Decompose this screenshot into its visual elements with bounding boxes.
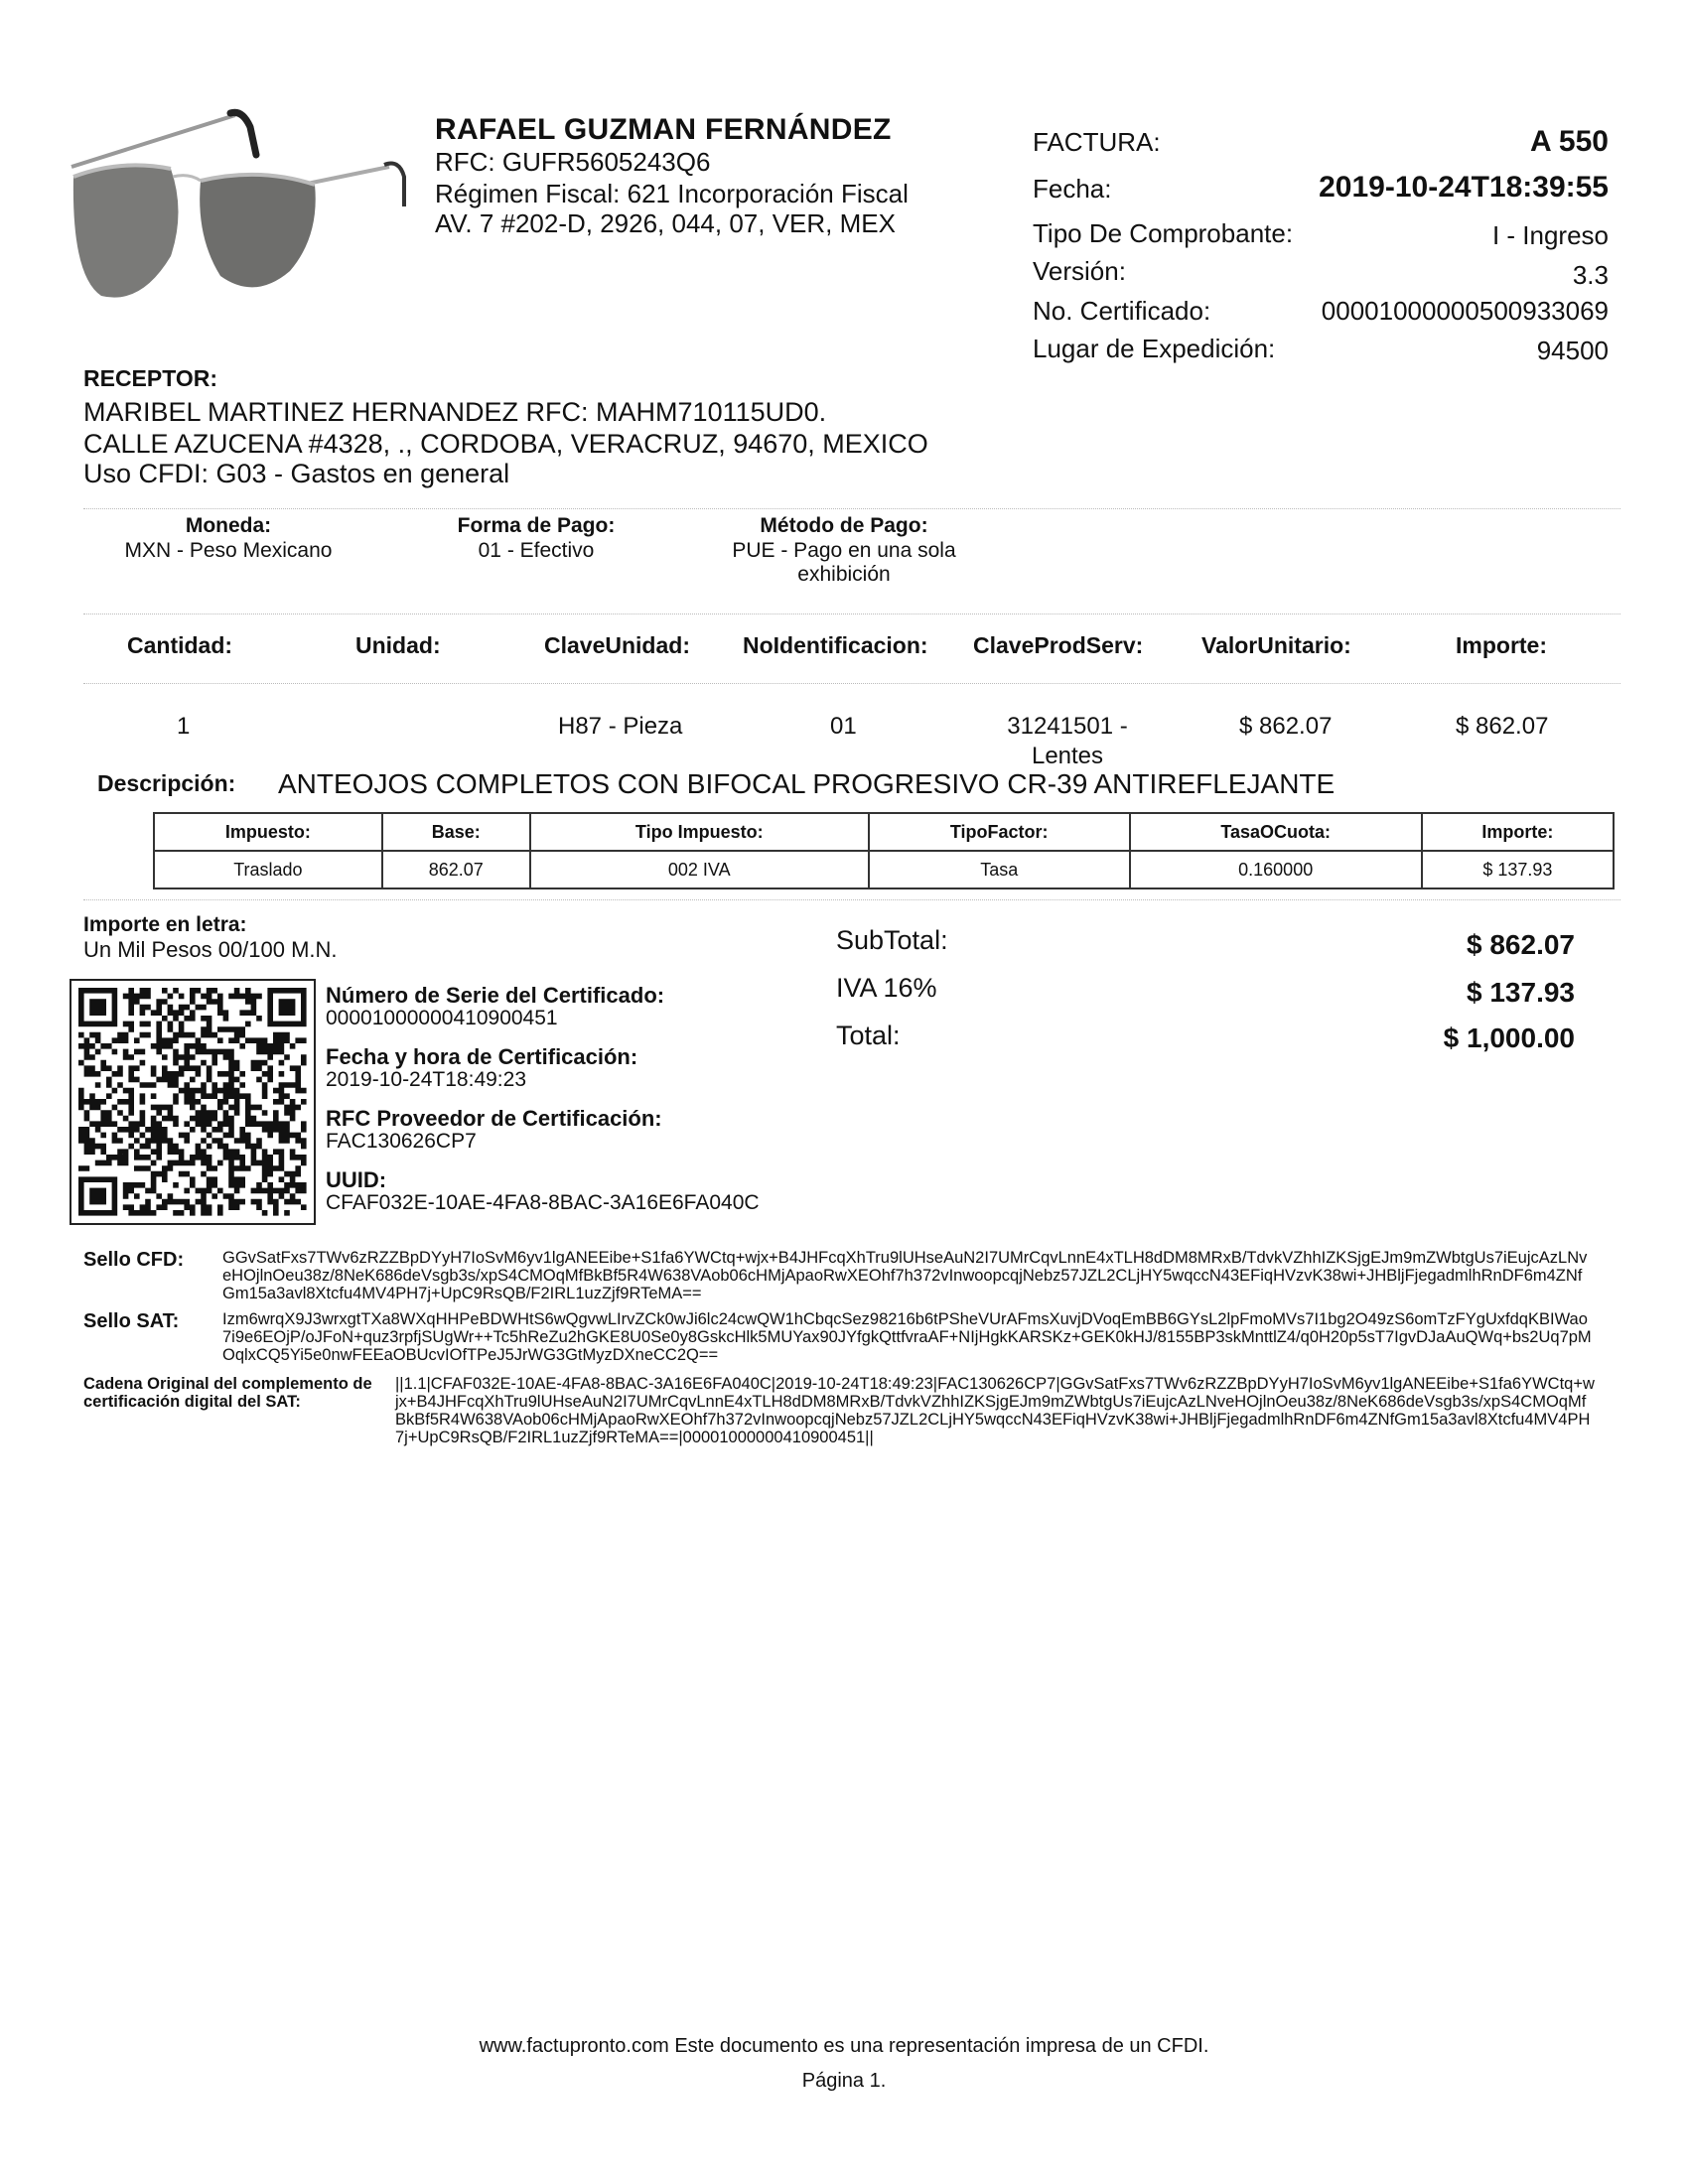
sello-sat-valor: Izm6wrqX9J3wrxgtTXa8WXqHHPeBDWHtS6wQgvwLIrvZCk0wJi6lc24cwQW1hCbqcSez98216b6tPSheVUrAFmsXuvjDVoqEmBB6GYsL2lpFmoMVs7I1bg2O49zS6omTzFYgUxfdqKBIWao7i9e6EOjP/oJFoN+quz3rpfjSUgWr++Tc5hReZu2hGKE8U0Se0y8GskcHlk5MUYax90JYfgkQttfvraAF+NIjHgkKARSKz+GEK0kHJ/8155BP3skMnttlZ4/q0H20p5sT7IgvDJaAuQWq+bs2Uq7pMOqlxCQ5Yi5e0nwFEEaOBUcvIOfTPeJ5JrWG3GtMyzDXneCC2Q== — [222, 1310, 1592, 1364]
emisor-direccion: AV. 7 #202-D, 2926, 044, 07, VER, MEX — [435, 208, 896, 238]
footer-text: www.factupronto.com Este documento es una representación impresa de un CFDI. — [479, 2035, 1209, 2057]
valor-unitario-valor: $ 862.07 — [1239, 713, 1333, 740]
descripcion-label: Descripción: — [97, 770, 236, 796]
receptor-direccion: CALLE AZUCENA #4328, ., CORDOBA, VERACRUZ, 94670, MEXICO — [83, 429, 928, 459]
lugar-expedicion-label: Lugar de Expedición: — [1033, 334, 1276, 363]
fecha-label: Fecha: — [1033, 174, 1112, 204]
tipo-impuesto-cell: 002 IVA — [530, 851, 869, 888]
cadena-original-valor: ||1.1|CFAF032E-10AE-4FA8-8BAC-3A16E6FA040C|2019-10-24T18:49:23|FAC130626CP7|GGvSatFxs7TWv6zRZZBpDYyH7IoSvM6yv1lgANEEibe+S1fa6YWCtq+wjx+B4JHFcqXhTru9lUHseAuN2I7UMrCqvLnnE4xTLH8dDM8MRxB/TdvkVZhhIZKSjgEJm9mZWbtgUs7iEujcAzLNveHOjlnOeu38z/8NeK686deVsgb3s/xpS4CMOqMfBkBf5R4W638VAob06cHMjApaoRwXEOhf7h372vInwoopcqjNebz57JZL2CLjHY5wqccN43EFiqHVzvK38wi+JHBljFjegadmlhRnDF6m4ZNfGm15a3avl8Xtcfu4MV4PH7j+UpC9RsQB/F2IRL1uzZjf9RTeMA==|00001000000410900451|| — [395, 1375, 1595, 1446]
impuesto-cell: Traslado — [154, 851, 382, 888]
impuestos-header-row — [154, 813, 1614, 851]
subtotal-label: SubTotal: — [836, 925, 948, 955]
sello-cfd-label: Sello CFD: — [83, 1249, 185, 1271]
importe-letra-valor: Un Mil Pesos 00/100 M.N. — [83, 937, 338, 962]
uuid-valor: CFAF032E-10AE-4FA8-8BAC-3A16E6FA040C — [326, 1191, 760, 1214]
impuestos-header: Base: — [382, 813, 530, 851]
col-cantidad: Cantidad: — [127, 632, 233, 658]
emisor-regimen: Régimen Fiscal: 621 Incorporación Fiscal — [435, 179, 909, 208]
fecha-valor: 2019-10-24T18:39:55 — [1319, 171, 1609, 204]
iva-label: IVA 16% — [836, 973, 937, 1003]
fecha-certificacion-valor: 2019-10-24T18:49:23 — [326, 1068, 526, 1091]
total-valor: $ 1,000.00 — [1443, 1023, 1575, 1053]
tipo-factor-cell: Tasa — [869, 851, 1130, 888]
metodo-pago-valor-1: PUE - Pago en una sola — [732, 539, 956, 562]
version-valor: 3.3 — [1572, 260, 1609, 290]
version-label: Versión: — [1033, 256, 1126, 286]
importe-valor: $ 862.07 — [1456, 713, 1549, 740]
moneda-label: Moneda: — [185, 514, 272, 537]
col-valor-unitario: ValorUnitario: — [1201, 632, 1351, 658]
col-clave-unidad: ClaveUnidad: — [544, 632, 690, 658]
impuestos-table — [153, 812, 1615, 889]
col-clave-prod-serv: ClaveProdServ: — [973, 632, 1144, 658]
divider — [83, 899, 1620, 900]
no-certificado-valor: 00001000000500933069 — [1321, 296, 1609, 326]
receptor-nombre: MARIBEL MARTINEZ HERNANDEZ RFC: MAHM710115UD0. — [83, 397, 827, 427]
fecha-certificacion-label: Fecha y hora de Certificación: — [326, 1044, 638, 1069]
cadena-original-label: Cadena Original del complemento de certificación digital del SAT: — [83, 1375, 372, 1411]
impuestos-header: TipoFactor: — [869, 813, 1130, 851]
tipo-comprobante-label: Tipo De Comprobante: — [1033, 218, 1294, 248]
divider — [83, 508, 1620, 509]
iva-valor: $ 137.93 — [1467, 977, 1575, 1008]
importe-impuesto-cell: $ 137.93 — [1422, 851, 1614, 888]
lugar-expedicion-valor: 94500 — [1536, 336, 1609, 365]
total-label: Total: — [836, 1021, 901, 1050]
clave-prod-serv-valor-2: Lentes — [1031, 743, 1104, 769]
qr-code — [70, 979, 316, 1225]
emisor-nombre: RAFAEL GUZMAN FERNÁNDEZ — [435, 113, 892, 146]
uuid-label: UUID: — [326, 1167, 387, 1192]
tasa-cuota-cell: 0.160000 — [1130, 851, 1422, 888]
moneda-valor: MXN - Peso Mexicano — [124, 539, 333, 562]
base-cell: 862.07 — [382, 851, 530, 888]
subtotal-valor: $ 862.07 — [1467, 929, 1575, 960]
emisor-rfc: RFC: GUFR5605243Q6 — [435, 147, 711, 177]
impuestos-header: TasaOCuota: — [1130, 813, 1422, 851]
cantidad-valor: 1 — [177, 713, 191, 740]
col-unidad: Unidad: — [355, 632, 441, 658]
descripcion-valor: ANTEOJOS COMPLETOS CON BIFOCAL PROGRESIVO CR-39 ANTIREFLEJANTE — [278, 768, 1336, 799]
col-importe: Importe: — [1456, 632, 1547, 658]
forma-pago-label: Forma de Pago: — [457, 514, 616, 537]
impuestos-header: Tipo Impuesto: — [530, 813, 869, 851]
page-number: Página 1. — [801, 2070, 887, 2092]
impuestos-row — [154, 851, 1614, 888]
factura-label: FACTURA: — [1033, 127, 1161, 157]
divider — [83, 683, 1620, 684]
tipo-comprobante-valor: I - Ingreso — [1491, 220, 1609, 250]
receptor-title: RECEPTOR: — [83, 365, 218, 391]
receptor-uso-cfdi: Uso CFDI: G03 - Gastos en general — [83, 459, 510, 488]
no-identificacion-valor: 01 — [830, 713, 857, 740]
impuestos-header: Impuesto: — [154, 813, 382, 851]
clave-unidad-valor: H87 - Pieza — [558, 713, 683, 740]
sello-sat-label: Sello SAT: — [83, 1310, 180, 1332]
sunglasses-logo — [62, 107, 419, 321]
factura-numero: A 550 — [1530, 125, 1609, 158]
importe-letra-label: Importe en letra: — [83, 913, 247, 936]
impuestos-header: Importe: — [1422, 813, 1614, 851]
serie-certificado-label: Número de Serie del Certificado: — [326, 983, 665, 1008]
col-no-identificacion: NoIdentificacion: — [743, 632, 928, 658]
sello-cfd-valor: GGvSatFxs7TWv6zRZZBpDYyH7IoSvM6yv1lgANEEibe+S1fa6YWCtq+wjx+B4JHFcqXhTru9lUHseAuN2I7UMrCqvLnnE4xTLH8dDM8MRxB/TdvkVZhhIZKSjgEJm9mZWbtgUs7iEujcAzLNveHOjlnOeu38z/8NeK686deVsgb3s/xpS4CMOqMfBkBf5R4W638VAob06cHMjApaoRwXEOhf7h372vInwoopcqjNebz57JZL2CLjHY5wqccN43EFiqHVzvK38wi+JHBljFjegadmlhRnDF6m4ZNfGm15a3avl8Xtcfu4MV4PH7j+UpC9RsQB/F2IRL1uzZjf9RTeMA== — [222, 1249, 1588, 1302]
forma-pago-valor: 01 - Efectivo — [478, 539, 595, 562]
metodo-pago-valor-2: exhibición — [797, 563, 891, 586]
rfc-proveedor-valor: FAC130626CP7 — [326, 1130, 477, 1153]
no-certificado-label: No. Certificado: — [1033, 296, 1211, 326]
serie-certificado-valor: 00001000000410900451 — [326, 1007, 558, 1029]
clave-prod-serv-valor-1: 31241501 - — [1007, 713, 1128, 740]
metodo-pago-label: Método de Pago: — [760, 514, 928, 537]
rfc-proveedor-label: RFC Proveedor de Certificación: — [326, 1106, 662, 1131]
